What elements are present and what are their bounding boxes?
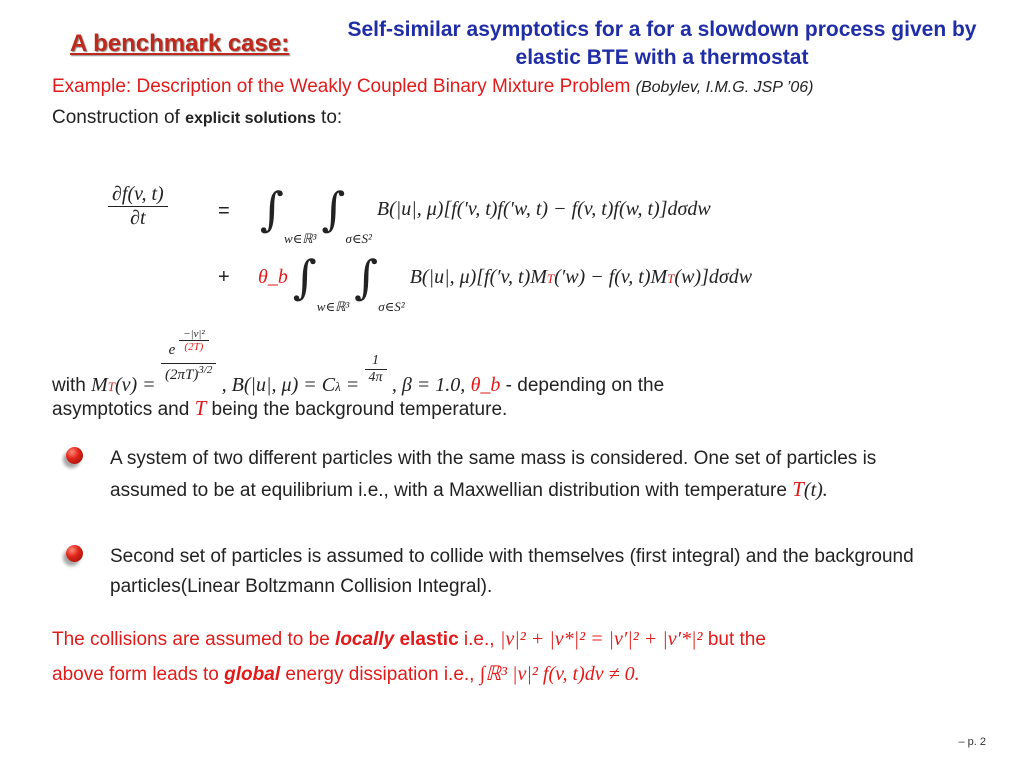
integral-sign-w: ∫ (260, 182, 284, 236)
maxwellian-fraction: e $\frac{\text{−|v|²}}{(2T)}$ $(2\pi T)^{3/2}$ (161, 338, 216, 384)
with-line (52, 328, 665, 397)
page-number: – p. 2 (958, 736, 986, 748)
construction-line (52, 107, 342, 129)
depending-text: - depending on the (505, 375, 665, 397)
slide-title: Self-similar asymptotics for a for a slowdown process given by elastic BTE with a thermostat (347, 18, 977, 69)
theta-b: θ_b (258, 266, 288, 288)
integral-domain-w: w∈ℝ³ (283, 231, 317, 246)
integral-domain-sigma: σ∈S² (345, 231, 372, 246)
conclusion-line-2: above form leads to global energy dissipation i.e., ∫ℝ³ |v|² f(v, t)dv ≠ 0. (52, 663, 640, 685)
integral-sign-sigma-2: ∫ (354, 250, 379, 304)
integrand-row-1: B(|u|, μ)[f(′v, t)f(′w, t) − f(v, t)f(w, t)]dσdw (376, 198, 711, 220)
bullet-item-2: Second set of particles is assumed to collide with themselves (first integral) and the background particles(Linear Boltzmann Collision Integral). (110, 546, 914, 597)
with-line-2: asymptotics and T being the background temperature. (52, 396, 508, 420)
equation-lhs (108, 183, 168, 230)
integral-sign-sigma: ∫ (321, 182, 346, 236)
with-word: with (52, 375, 86, 397)
integral-domain-sigma-2: σ∈S² (378, 299, 405, 314)
construction-suffix: to: (321, 107, 343, 128)
bullet-icon (66, 447, 83, 464)
lhs-denominator: ∂t (130, 207, 146, 229)
construction-bold: explicit solutions (185, 110, 316, 127)
plus-sign: + (218, 266, 230, 288)
one-over-four-pi: $\frac{1}{4\pi}$ (365, 353, 387, 386)
theta-b-2: θ_b (470, 374, 501, 397)
bullet-icon (66, 545, 83, 562)
example-line (52, 76, 813, 98)
citation: (Bobylev, I.M.G. JSP ’06) (635, 79, 814, 96)
construction-prefix: Construction of (52, 107, 180, 128)
conclusion-line-1: The collisions are assumed to be locally elastic i.e., |v|² + |v*|² = |v′|² + |v′*|² but the (52, 628, 766, 650)
integrand-row-2: B(|u|, μ)[f(′v, t)MT(′w) − f(v, t)MT(w)]dσdw (409, 266, 753, 288)
integral-sign-w-2: ∫ (292, 250, 317, 304)
b-definition: , B(|u|, μ) = Cλ = (221, 374, 360, 397)
example-text: Example: Description of the Weakly Coupled Binary Mixture Problem (52, 76, 631, 97)
slide-left-title: A benchmark case: (70, 30, 290, 57)
beta-def: , β = 1.0, (391, 374, 466, 397)
integral-domain-w-2: w∈ℝ³ (316, 299, 350, 314)
m-t-lhs: MT(v) = (91, 374, 156, 397)
lhs-numerator: ∂f(v, t) (108, 183, 168, 207)
equals-sign: = (218, 200, 230, 222)
bullet-item-1: A system of two different particles with the same mass is considered. One set of particles is assumed to be at equilibrium i.e., with a Maxwellian distribution with temperature T(t). (110, 448, 877, 501)
